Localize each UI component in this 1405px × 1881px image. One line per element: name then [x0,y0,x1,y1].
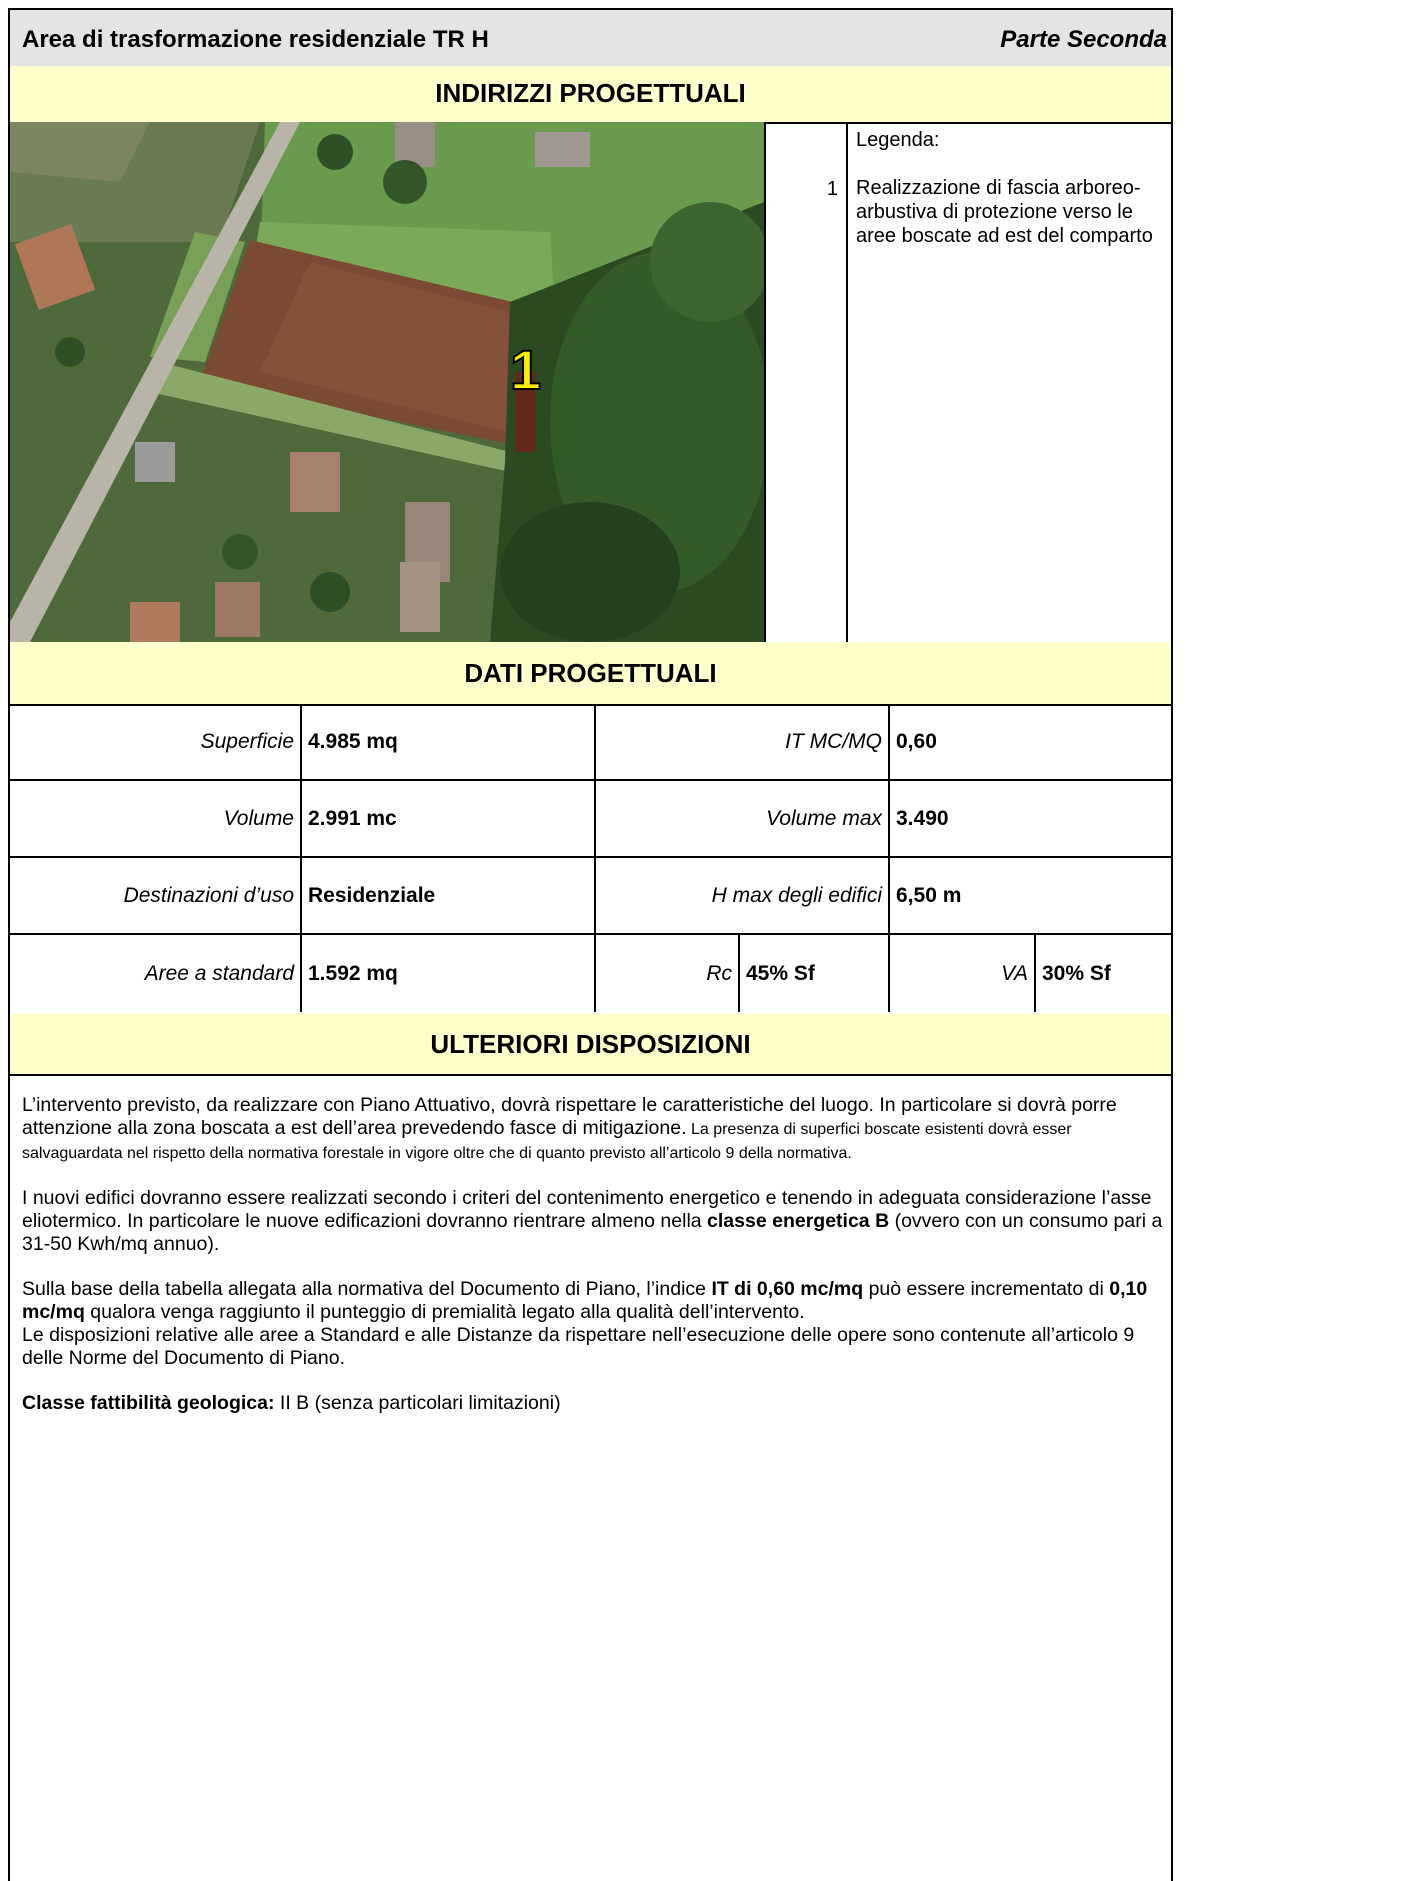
rc-label: Rc [594,935,738,1012]
paragraph-3-a: Sulla base della tabella allegata alla normativa del Documento di Piano, l’indice [22,1278,712,1300]
aerial-photo [10,122,764,642]
volume-max-value: 3.490 [888,781,1171,856]
paragraph-1-main: L’intervento previsto, da realizzare con Piano Attuativo, dovrà rispettare le caratteristiche del luogo. In particolare si dovrà porre attenzione alla zona boscata a est dell’area prevedendo fasce di mitigazione. [22,1094,1117,1139]
h-max-value: 6,50 m [888,858,1171,933]
section-heading-indirizzi: INDIRIZZI PROGETTUALI [8,66,1173,124]
body-text [22,1094,1170,1437]
va-value: 30% Sf [1034,935,1171,1012]
legend-number-column [764,122,848,642]
it-label: IT MC/MQ [594,704,888,779]
destinazioni-value: Residenziale [300,858,594,933]
table-row [10,781,1171,858]
paragraph-1 [22,1094,1170,1165]
section-heading-ulteriori: ULTERIORI DISPOSIZIONI [8,1014,1173,1076]
paragraph-3-e: qualora venga raggiunto il punteggio di premialità legato alla qualità dell’intervento. [84,1301,805,1323]
volume-label: Volume [223,806,294,830]
title-bar [8,8,1173,68]
paragraph-4: Le disposizioni relative alle aree a Standard e alle Distanze da rispettare nell’esecuzione delle opere sono contenute all’articolo 9 delle Norme del Documento di Piano. [22,1324,1135,1369]
page-title: Area di trasformazione residenziale TR H [22,26,489,53]
legend [848,122,1171,642]
volume-value: 2.991 mc [300,781,594,856]
map-legend-row [8,122,1173,644]
paragraph-2-bold: classe energetica B [707,1210,890,1232]
paragraph-3-bold-1: IT di 0,60 mc/mq [711,1278,864,1300]
aree-standard-label: Aree a standard [144,961,294,985]
superficie-label: Superficie [200,729,294,753]
rc-value: 45% Sf [738,935,888,1012]
paragraph-2 [22,1187,1170,1256]
paragraph-5 [22,1392,1170,1415]
legend-item-text: Realizzazione di fascia arboreo-arbustiva di protezione verso le aree boscate ad est del comparto [856,177,1153,247]
legend-item-number: 1 [826,178,838,200]
paragraph-2-a: I nuovi edifici dovranno essere realizzati secondo i criteri del contenimento energetico e tenendo in adeguata considerazione l’asse eliotermico. In particolare le nuove edificazioni dovranno rientrare almeno nella [22,1187,1152,1232]
paragraph-5-b: II B (senza particolari limitazioni) [274,1392,561,1414]
paragraph-3 [22,1278,1170,1324]
paragraph-2-c: (ovvero con un consumo pari a 31-50 Kwh/mq annuo). [22,1210,1163,1255]
table-row [10,935,1171,1012]
table-row [10,704,1171,781]
volume-max-label: Volume max [594,781,888,856]
paragraph-3-bold-2: 0,10 mc/mq [22,1278,1148,1323]
paragraph-3-c: può essere incrementato di [863,1278,1110,1300]
part-label: Parte Seconda [1000,26,1167,53]
aree-standard-value: 1.592 mq [300,935,594,1012]
h-max-label: H max degli edifici [594,858,888,933]
paragraph-5-bold: Classe fattibilità geologica: [22,1392,275,1414]
paragraph-1-small: La presenza di superfici boscate esistenti dovrà esser salvaguardata nel rispetto della normativa forestale in vigore oltre che di quanto previsto all’articolo 9 della normativa. [22,1121,1072,1162]
dati-table [8,704,1173,1016]
it-value: 0,60 [888,704,1171,779]
va-label: VA [888,935,1034,1012]
legend-title: Legenda: [856,129,940,151]
map-marker-1: 1 [510,338,542,401]
superficie-value: 4.985 mq [300,704,594,779]
table-row [10,858,1171,935]
destinazioni-label: Destinazioni d’uso [123,883,294,907]
section-heading-dati: DATI PROGETTUALI [8,642,1173,706]
